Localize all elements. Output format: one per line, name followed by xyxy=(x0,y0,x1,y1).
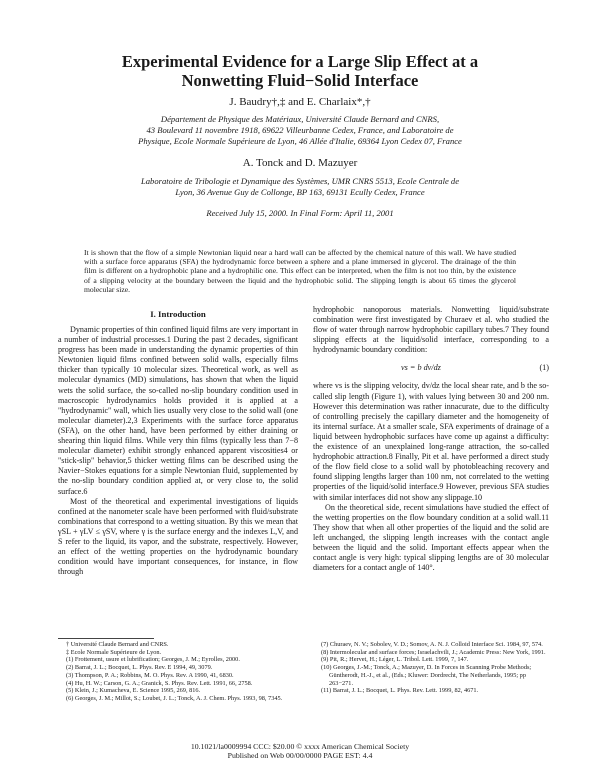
footer-doi: 10.1021/la0009994 CCC: $20.00 © xxxx American Chemical Society xyxy=(190,742,410,751)
footnote: (2) Barrat, J. L.; Bocquet, L. Phys. Rev. E 1994, 49, 3079. xyxy=(66,664,213,672)
affiliation-1-line-2: 43 Boulevard 11 novembre 1918, 69622 Villeurbanne Cedex, France, and Laboratoire de xyxy=(146,125,454,135)
footnote: (5) Klein, J.; Kumacheva, E. Science 1995, 269, 816. xyxy=(66,687,201,695)
footnote: (11) Barrat, J. L.; Bocquet, L. Phys. Rev. Lett. 1999, 82, 4671. xyxy=(321,687,479,695)
affiliation-2-line-1: Laboratoire de Tribologie et Dynamique des Systèmes, UMR CNRS 5513, Ecole Centrale de xyxy=(140,176,460,186)
footnote: (9) Pit, R.; Hervet, H.; Léger, L. Tribol. Lett. 1999, 7, 147. xyxy=(321,656,469,664)
footnote: (4) Hu, H. W.; Carson, G. A.; Granick, S. Phys. Rev. Lett. 1991, 66, 2758. xyxy=(66,679,253,687)
intro-paragraph-4: where vs is the slipping velocity, dv/dz the local shear rate, and b the so-called slip length (Figure 1), with values lying between 30 and 200 nm. However this determination was rather innacurate, due to the difficulty of controlling precisely the capillary diameter and the homogeneity of its internal surface. At a smaller scale, SFA experiments of drainage of a liquid between hydrophobic surfaces have come up against a difficulty: the existence of an unexplained long-range attraction, the so-called hydrophobic attraction.8 Finally, Pit et al. have performed a direct study of the flow field close to a solid wall by photobleaching recovery and found slipping lengths larger than 100 nm, not correlated to the wetting properties of the liquid/solid interface.9 However, previous SFA studies with similar interfaces did not show any slippage.10 xyxy=(313,381,549,502)
footnote: † Université Claude Bernard and CNRS. xyxy=(66,641,169,648)
footer-published: Published on Web 00/00/0000 PAGE EST: 4.4 xyxy=(227,751,373,760)
footnote: (3) Thompson, P. A.; Robbins, M. O. Phys. Rev. A 1990, 41, 6830. xyxy=(66,671,234,679)
left-column xyxy=(58,325,298,577)
affiliation-1-line-1: Département de Physique des Matériaux, Université Claude Bernard and CNRS, xyxy=(160,114,440,124)
intro-paragraph-1: Dynamic properties of thin confined liquid films are very important in a number of industrial processes.1 During the past 2 decades, significant progress has been made in understanding the dynamic properties of thin Newtonien liquid films confined between solid walls, especially films thicker than typically 10 molecular sizes. Theoretical work, as well as molecular dynamics (MD) simulations, has shown that when the liquid wets the solid surface, the so-called no-slip boundary condition used in macroscopic hydrodynamics holds provided it is applied at a "hydrodynamic" wall, which lies usually very close to the solid wall (one molecular diameter).2,3 Experiments with the surface force apparatus (SFA), on the other hand, have been performed by either draining or shearing thin liquid films. While very thin films (typically less than 7−8 molecular diameter) exhibit strongly enhanced apparent viscosities4 or "stick-slip" behavior,5 thicker wetting films can be described using the Navier−Stokes equations for a simple Newtonian fluid, supplemented by the no-slip boundary condition applied at, or very close to, the solid surface.6 xyxy=(58,325,298,496)
page-footer xyxy=(40,742,560,760)
affiliation-1-line-3: Physique, Ecole Normale Supérieure de Lyon, 46 Allée d'Italie, 69364 Lyon Cedex 07, France xyxy=(138,136,462,146)
intro-paragraph-2: Most of the theoretical and experimental investigations of liquids confined at the nanometer scale have been performed with fluid/substrate combinations that correspond to a wetting situation. By this we mean that γSL + γLV ≤ γSV, where γ is the surface energy and the indexes L,V, and S refer to the liquid, its vapor, and the substrate, respectively. However, an effect of the wetting properties on the hydrodynamic boundary condition would have important consequences, for instance, in flow through xyxy=(58,496,298,577)
footnote: (10) Georges, J.-M.; Tonck, A.; Mazuyer, D. In Forces in Scanning Probe Methods; Güntherodt, H.-J., et al., (Eds.; Kluwer: Dordrecht, The Netherlands, 1995; pp 263−271. xyxy=(321,664,532,687)
author-list-2: A. Tonck and D. Mazuyer xyxy=(242,157,358,169)
author-list-1: J. Baudry†,‡ and E. Charlaix*,† xyxy=(229,96,371,108)
received-dates: Received July 15, 2000. In Final Form: April 11, 2001 xyxy=(206,208,394,218)
footnote-rule xyxy=(58,638,154,639)
footnote: (1) Frottement, usure et lubrification; Georges, J. M.; Eyrolles, 2000. xyxy=(66,656,240,664)
affiliation-2-line-2: Lyon, 36 Avenue Guy de Collonge, BP 163, 69131 Ecully Cedex, France xyxy=(175,187,425,197)
section-heading: I. Introduction xyxy=(150,309,206,319)
intro-paragraph-5: On the theoretical side, recent simulations have studied the effect of the wetting properties on the flow boundary condition at a solid wall.11 They show that when all other properties of the liquid and the solid are left unchanged, the slipping length increases with the contact angle between the liquid and the solid. Important effects appear when the contact angle is very high: typical slipping lengths are of 30 molecular diameters for a contact angle of 140°. xyxy=(313,502,549,573)
abstract: It is shown that the flow of a simple Newtonian liquid near a hard wall can be affected by the chemical nature of this wall. We have studied with a surface force apparatus (SFA) the hydrodynamic force between a sphere and a plane immersed in glycerol. The drainage of the thin film is different on a hydrophobic plane and a hydrophilic one. This effect can be interpreted, when the film is not too thin, by the existence of a slipping velocity at the boundary between the liquid and the hydrophobic solid. The slipping length is about 65 times the glycerol molecular size. xyxy=(84,248,516,294)
affiliation-2 xyxy=(60,176,540,198)
footnote: (7) Churaev, N. V.; Sobolev, V. D.; Somov, A. N. J. Colloid Interface Sci. 1984, 97, 574. xyxy=(321,641,543,648)
footnote: ‡ Ecole Normale Supérieure de Lyon. xyxy=(66,648,162,656)
equation-block xyxy=(313,355,549,381)
title-line-2: Nonwetting Fluid−Solid Interface xyxy=(181,71,419,90)
article-title xyxy=(40,52,560,90)
footnote: (8) Intermolecular and surface forces; Israelachvili, J.; Academic Press: New York, 1991. xyxy=(321,648,546,656)
equation-number: (1) xyxy=(539,363,549,373)
footnotes-right xyxy=(321,641,549,695)
intro-paragraph-3: hydrophobic nanoporous materials. Nonwetting liquid/substrate combination were first investigated by Churaev et al. who studied the flow of water through narrow hydrophobic capillary tubes.7 They found slipping effects at the liquid/solid interface, corresponding to a hydrodynamic boundary condition: xyxy=(313,305,549,355)
equation: vs = b dv/dz xyxy=(401,363,441,373)
title-line-1: Experimental Evidence for a Large Slip Effect at a xyxy=(121,52,479,71)
footnote: (6) Georges, J. M.; Millot, S.; Loubet, J. L.; Tonck, A. J. Chem. Phys. 1993, 98, 7345. xyxy=(66,694,283,702)
right-column xyxy=(313,305,549,573)
footnotes-left xyxy=(66,641,298,703)
affiliation-1 xyxy=(60,114,540,147)
